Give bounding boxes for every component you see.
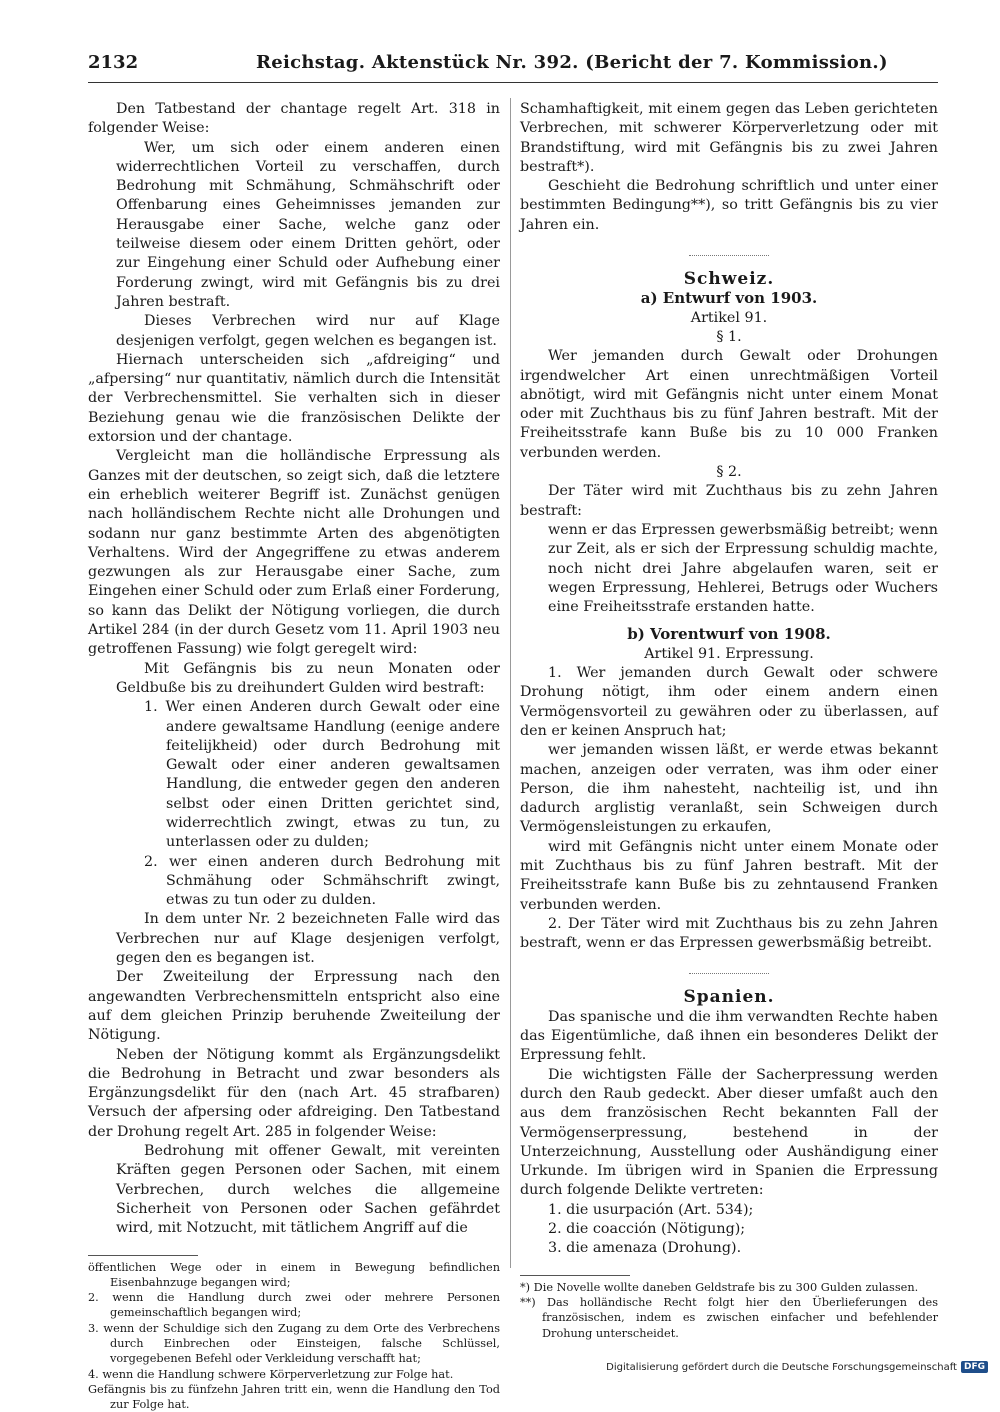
paragraph: Das spanische und die ihm verwandten Rechte haben das Eigentümliche, daß ihnen ein besonderes Delikt der Erpressung fehlt. [520, 1008, 938, 1064]
paragraph: 1. Wer jemanden durch Gewalt oder schwere Drohung nötigt, ihm oder einem andern einen Vermögensvorteil zu gewähren oder zu überlassen, auf den er keinen Anspruch hat; [520, 665, 938, 739]
quote-list-item: 2. wer einen anderen durch Bedrohung mit Schmähung oder Schmähschrift zwingt, etwas zu tun oder zu dulden. [144, 853, 500, 909]
footnote: öffentlichen Wege oder in einem in Bewegung befindlichen Eisenbahnzuge begangen wird; [88, 1260, 500, 1289]
quote-paragraph: Bedrohung mit offener Gewalt, mit vereinten Kräften gegen Personen oder Sachen, mit einem Verbrechen, durch welches die allgemeine Sicherheit von Personen oder Sachen gefährdet wird, mit Notzucht, mit tätlichem Angriff auf die [116, 1143, 500, 1237]
section-separator [689, 255, 769, 256]
section-heading: Spanien. [683, 987, 775, 1008]
dfg-logo: DFG [961, 1361, 988, 1373]
section-separator [689, 973, 769, 974]
paragraph-number: § 1. [716, 328, 742, 345]
paragraph: wird mit Gefängnis nicht unter einem Monate oder mit Zuchthaus bis zu fünf Jahren bestraft. Mit der Freiheitsstrafe kann Buße bis zu zehntausend Franken verbunden werden. [520, 838, 938, 913]
page-number: 2132 [88, 52, 139, 73]
footnote-rule [520, 1275, 630, 1276]
paragraph: Der Zweiteilung der Erpressung nach den angewandten Verbrechensmitteln entspricht also eine auf dem gleichen Prinzip beruhende Zweiteilung der Nötigung. [88, 969, 500, 1044]
paragraph: wer jemanden wissen läßt, er werde etwas bekannt machen, anzeigen oder verraten, was ihm oder einer Person, die ihm nahesteht, nachteilig ist, und ihn dadurch arglistig veranlaßt, sein Schweigen durch Vermögensleistungen zu erkaufen, [520, 742, 938, 836]
paragraph: Den Tatbestand der chantage regelt Art. 318 in folgender Weise: [88, 101, 500, 137]
column-divider [510, 98, 511, 1268]
footnote: 4. wenn die Handlung schwere Körperverletzung zur Folge hat. [88, 1367, 454, 1381]
left-column [88, 100, 500, 1412]
running-title: Reichstag. Aktenstück Nr. 392. (Bericht der 7. Kommission.) [256, 52, 888, 73]
paragraph: Wer jemanden durch Gewalt oder Drohungen irgendwelcher Art einen unrechtmäßigen Vorteil abnötigt, wird mit Gefängnis nicht unter einem Monat oder mit Zuchthaus bis zu fünf Jahren bestraft. Mit der Freiheitsstrafe kann Buße bis zu 10 000 Franken verbunden werden. [520, 348, 938, 461]
list-item: 2. die coacción (Nötigung); [548, 1221, 746, 1238]
quote-list-item: 1. Wer einen Anderen durch Gewalt oder eine andere gewaltsame Handlung (eenige andere feitelijkheid) oder durch Bedrohung mit Gewalt oder einer anderen gewaltsamen Handlung, die entweder gegen den anderen selbst oder einen Dritten gerichtet sind, widerrechtlich zwingt, etwas zu tun, zu unterlassen oder zu dulden; [144, 699, 500, 851]
article-heading: Artikel 91. Erpressung. [644, 645, 814, 662]
footnote: **) Das holländische Recht folgt hier den Überlieferungen des französischen, indem es zwischen einfacher und befehlender Drohung unterscheidet. [520, 1295, 938, 1340]
footnote-rule [88, 1255, 198, 1256]
page-header [88, 52, 938, 83]
quote-paragraph: In dem unter Nr. 2 bezeichneten Falle wird das Verbrechen nur auf Klage desjenigen verfolgt, gegen den es begangen ist. [116, 911, 500, 967]
paragraph: Neben der Nötigung kommt als Ergänzungsdelikt die Bedrohung in Betracht und zwar besonders als Ergänzungsdelikt für den (nach Art. 45 strafbaren) Versuch der afpersing oder afdreiging. Den Tatbestand der Drohung regelt Art. 285 in folgender Weise: [88, 1046, 500, 1140]
footnote: *) Die Novelle wollte daneben Geldstrafe bis zu 300 Gulden zulassen. [520, 1280, 919, 1294]
funding-note: Digitalisierung gefördert durch die Deutsche Forschungsgemeinschaft [606, 1361, 957, 1373]
quote-paragraph: Wer, um sich oder einem anderen einen widerrechtlichen Vorteil zu verschaffen, durch Bedrohung mit Schmähung, Schmähschrift oder Offenbarung eines Geheimnisses jemanden zur Herausgabe einer Sache, welche ganz oder teilweise diesem oder einem Dritten gehört, oder zur Eingehung einer Schuld oder Aufhebung einer Forderung zwingt, wird mit Gefängnis bis zu drei Jahren bestraft. [116, 139, 500, 310]
footnote: 2. wenn die Handlung durch zwei oder mehrere Personen gemeinschaftlich begangen wird; [88, 1291, 500, 1320]
paragraph-number: § 2. [716, 464, 742, 481]
article-heading: Artikel 91. [690, 309, 768, 326]
list-item: 3. die amenaza (Drohung). [548, 1240, 742, 1257]
footnote: 3. wenn der Schuldige sich den Zugang zu dem Orte des Verbrechens durch Einbrechen oder Einsteigen, falsche Schlüssel, vorgegebenen Befehl oder Verkleidung verschafft hat; [88, 1321, 500, 1366]
paragraph: Vergleicht man die holländische Erpressung als Ganzes mit der deutschen, so zeigt sich, daß die letztere ein erheblich weiterer Begriff ist. Zunächst genügen nach holländischem Rechte nicht alle Drohungen und sodann nur ganz bestimmte Arten des abgenötigten Verhaltens. Wird der Angegriffene zu etwas anderem gezwungen als zur Herausgabe einer Sache, zum Eingehen einer Schuld oder zum Erlaß einer Forderung, so kann das Delikt der Nötigung vorliegen, die durch Artikel 284 (in der durch Gesetz vom 11. April 1903 neu getroffenen Fassung) wie folgt geregelt wird: [88, 448, 500, 658]
list-item: 1. die usurpación (Art. 534); [548, 1201, 754, 1218]
footnote: Gefängnis bis zu fünfzehn Jahren tritt ein, wenn die Handlung den Tod zur Folge hat. [88, 1382, 500, 1412]
paragraph: Der Täter wird mit Zuchthaus bis zu zehn Jahren bestraft: [520, 483, 938, 519]
footnotes [520, 1280, 938, 1341]
quote-paragraph: Dieses Verbrechen wird nur auf Klage desjenigen verfolgt, gegen welchen es begangen ist. [116, 313, 500, 349]
footnotes [88, 1260, 500, 1412]
subsection-heading: a) Entwurf von 1903. [640, 289, 818, 308]
subsection-heading: b) Vorentwurf von 1908. [627, 625, 831, 644]
paragraph: Hiernach unterscheiden sich „afdreiging“ und „afpersing“ nur quantitativ, nämlich durch die Intensität der Verbrechensmittel. Sie verhalten sich in dieser Beziehung genau wie die französischen Delikte der extorsion und der chantage. [88, 351, 500, 446]
paragraph: Geschieht die Bedrohung schriftlich und unter einer bestimmten Bedingung**), so tritt Gefängnis bis zu vier Jahren ein. [520, 178, 938, 233]
paragraph: Die wichtigsten Fälle der Sacherpressung werden durch den Raub gedeckt. Aber dieser umfaßt auch den aus dem französischen Recht bekannten Fall der Vermögenserpressung, bestehend in der Unterzeichnung, Ausstellung oder Aushändigung einer Urkunde. Im übrigen wird in Spanien die Erpressung durch folgende Delikte vertreten: [520, 1066, 938, 1199]
page-footer [606, 1361, 988, 1373]
quote-paragraph: wenn er das Erpressen gewerbsmäßig betreibt; wenn zur Zeit, als er sich der Erpressung schuldig machte, noch nicht drei Jahre abgelaufen waren, seit er wegen Erpressung, Hehlerei, Betrugs oder Wuchers eine Freiheitsstrafe erstanden hatte. [548, 521, 938, 616]
section-heading: Schweiz. [683, 269, 775, 290]
paragraph: 2. Der Täter wird mit Zuchthaus bis zu zehn Jahren bestraft, wenn er das Erpressen gewerbsmäßig betreibt. [520, 915, 938, 952]
right-column [520, 100, 938, 1341]
paragraph: Schamhaftigkeit, mit einem gegen das Leben gerichteten Verbrechen, mit schwerer Körperverletzung oder mit Brandstiftung, wird mit Gefängnis bis zu zwei Jahren bestraft*). [520, 101, 938, 175]
quote-paragraph: Mit Gefängnis bis zu neun Monaten oder Geldbuße bis zu dreihundert Gulden wird bestraft: [116, 660, 500, 696]
